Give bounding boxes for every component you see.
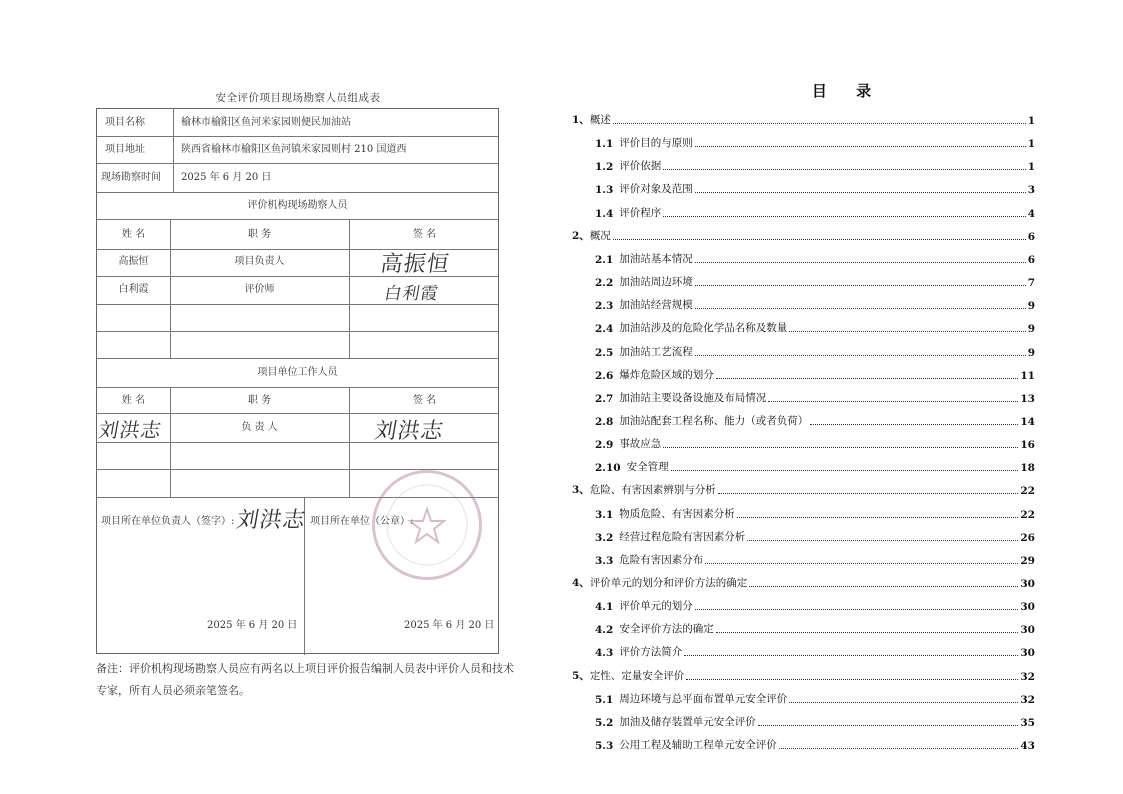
toc-entry-number: 2.6 xyxy=(595,369,614,382)
toc-entry-title: 爆炸危险区域的划分 xyxy=(619,368,714,381)
toc-entry-title: 物质危险、有害因素分析 xyxy=(619,507,735,520)
toc-entry-title: 加油站配套工程名称、能力（或者负荷） xyxy=(619,414,809,427)
toc-entry-page: 30 xyxy=(1020,624,1035,637)
toc-entry-number: 5.3 xyxy=(595,740,614,753)
toc-entry-title: 评价程序 xyxy=(619,206,662,219)
toc-dot-leader xyxy=(663,447,1018,448)
toc-entry-number: 1.1 xyxy=(595,138,614,151)
toc-dot-leader xyxy=(695,285,1026,286)
toc-entry-title: 定性、定量安全评价 xyxy=(589,669,685,682)
toc-dot-leader xyxy=(705,563,1018,564)
toc-entry-number: 3.1 xyxy=(595,508,614,521)
toc-section-entry[interactable] xyxy=(595,458,1035,474)
toc-dot-leader xyxy=(686,679,1018,680)
toc-entry-number: 2.7 xyxy=(595,392,614,405)
toc-entry-number: 2.5 xyxy=(595,346,614,359)
toc-chapter-entry[interactable] xyxy=(572,574,1035,590)
toc-dot-leader xyxy=(695,355,1026,356)
eval-col-name: 姓 名 xyxy=(121,229,146,240)
toc-dot-leader xyxy=(695,262,1026,263)
toc-dot-leader xyxy=(789,702,1018,703)
toc-entry-number: 4.1 xyxy=(595,601,614,614)
toc-dot-leader xyxy=(747,540,1018,541)
toc-section-entry[interactable] xyxy=(595,690,1035,706)
toc-entry-number: 2、 xyxy=(572,229,590,242)
toc-entry-title: 加油站周边环境 xyxy=(619,276,693,289)
toc-section-entry[interactable] xyxy=(595,643,1035,659)
toc-entry-title: 评价依据 xyxy=(619,160,662,173)
toc-dot-leader xyxy=(758,725,1019,726)
eval-section-title: 评价机构现场勘察人员 xyxy=(247,200,348,211)
toc-dot-leader xyxy=(695,146,1026,147)
toc-entry-title: 安全管理 xyxy=(626,461,669,474)
toc-entry-page: 11 xyxy=(1020,369,1035,382)
unit-col-name: 姓 名 xyxy=(121,395,146,406)
toc-entry-number: 4、 xyxy=(572,577,590,589)
toc-section-entry[interactable] xyxy=(595,597,1035,613)
toc-dot-leader xyxy=(749,586,1018,587)
toc-entry-number: 2.4 xyxy=(595,323,614,336)
toc-entry-page: 26 xyxy=(1020,531,1035,544)
toc-dot-leader xyxy=(695,609,1019,610)
toc-section-entry[interactable] xyxy=(595,157,1035,173)
toc-entry-title: 加油站工艺流程 xyxy=(619,345,693,358)
toc-entry-page: 32 xyxy=(1020,670,1035,683)
toc-entry-number: 2.3 xyxy=(595,300,614,313)
toc-entry-page: 9 xyxy=(1027,300,1035,313)
toc-dot-leader xyxy=(737,517,1019,518)
eval-staff-signature: 高振恒 xyxy=(378,252,452,277)
toc-entry-page: 1 xyxy=(1027,138,1035,151)
toc-dot-leader xyxy=(716,378,1019,379)
toc-entry-number: 1.3 xyxy=(595,184,614,197)
toc-entry-page: 30 xyxy=(1020,601,1035,614)
toc-entry-page: 35 xyxy=(1020,716,1035,729)
unit-seal-label: 项目所在单位（公章）: xyxy=(310,516,414,527)
toc-chapter-entry[interactable] xyxy=(572,481,1035,497)
toc-chapter-entry[interactable] xyxy=(572,667,1035,683)
toc-section-entry[interactable] xyxy=(595,204,1035,220)
toc-entry-number: 1.2 xyxy=(595,161,614,174)
toc-entry-number: 2.9 xyxy=(595,439,614,452)
toc-page xyxy=(560,0,1123,794)
toc-entry-number: 4.2 xyxy=(595,624,614,637)
toc-section-entry[interactable] xyxy=(595,366,1035,382)
toc-dot-leader xyxy=(768,401,1018,402)
toc-entry-title: 加油及储存装置单元安全评价 xyxy=(619,715,756,728)
survey-time-value: 2025 年 6 月 20 日 xyxy=(181,172,272,183)
toc-entry-page: 13 xyxy=(1020,392,1035,405)
form-note: 备注：评价机构现场勘察人员应有两名以上项目评价报告编制人员表中评价人员和技术专家，所有人员必须亲笔签名。 xyxy=(96,662,514,697)
toc-entry-number: 4.3 xyxy=(595,647,614,660)
toc-dot-leader xyxy=(716,632,1019,633)
toc-entry-number: 2.2 xyxy=(595,277,614,290)
toc-entry-number: 5.2 xyxy=(595,716,614,729)
toc-entry-page: 4 xyxy=(1027,207,1035,220)
unit-leader-signature: 刘洪志 xyxy=(234,508,308,533)
toc-entry-number: 2.1 xyxy=(595,253,614,266)
project-name-label: 项目名称 xyxy=(105,117,145,128)
toc-section-entry[interactable] xyxy=(595,505,1035,521)
toc-chapter-entry[interactable] xyxy=(572,227,1035,243)
unit-staff-duty: 负 责 人 xyxy=(241,422,278,433)
project-address-label: 项目地址 xyxy=(105,144,145,155)
toc-entry-title: 评价方法简介 xyxy=(619,646,683,659)
toc-section-entry[interactable] xyxy=(595,319,1035,335)
toc-entry-title: 加油站经营规模 xyxy=(619,299,693,312)
toc-entry-number: 1、 xyxy=(572,114,590,126)
eval-staff-signature: 白利霞 xyxy=(382,284,441,304)
toc-section-entry[interactable] xyxy=(595,343,1035,359)
toc-entry-number: 3、 xyxy=(572,484,590,497)
toc-dot-leader xyxy=(718,493,1019,494)
eval-staff-duty: 评价师 xyxy=(244,284,275,295)
toc-entry-title: 加油站涉及的危险化学品名称及数量 xyxy=(619,322,788,335)
date-left: 2025 年 6 月 20 日 xyxy=(207,620,298,631)
toc-dot-leader xyxy=(695,192,1026,193)
toc-section-entry[interactable] xyxy=(595,620,1035,636)
unit-staff-signature: 刘洪志 xyxy=(372,419,446,444)
toc-entry-page: 7 xyxy=(1027,277,1035,290)
unit-leader-label: 项目所在单位负责人（签字）: xyxy=(101,516,235,527)
toc-entry-page: 16 xyxy=(1020,439,1035,452)
toc-section-entry[interactable] xyxy=(595,273,1035,289)
toc-entry-number: 5.1 xyxy=(595,693,614,706)
unit-col-duty: 职 务 xyxy=(247,395,272,406)
eval-col-duty: 职 务 xyxy=(247,229,272,240)
toc-section-entry[interactable] xyxy=(595,528,1035,544)
toc-section-entry[interactable] xyxy=(595,551,1035,567)
toc-section-entry[interactable] xyxy=(595,134,1035,150)
toc-entry-number: 1.4 xyxy=(595,207,614,220)
toc-entry-number: 3.2 xyxy=(595,531,614,544)
survey-form-page xyxy=(0,0,560,794)
toc-entry-page: 6 xyxy=(1027,253,1035,266)
toc-entry-page: 6 xyxy=(1027,230,1035,243)
toc-entry-title: 危险、有害因素辨别与分析 xyxy=(589,484,716,497)
form-title: 安全评价项目现场勘察人员组成表 xyxy=(215,92,381,104)
toc-entry-title: 加油站主要设备设施及布局情况 xyxy=(619,391,767,404)
toc-entry-page: 14 xyxy=(1020,415,1035,428)
toc-entry-page: 9 xyxy=(1027,346,1035,359)
survey-time-label: 现场勘察时间 xyxy=(101,172,161,183)
toc-dot-leader xyxy=(613,239,1026,240)
toc-entry-title: 评价目的与原则 xyxy=(619,137,693,150)
toc-entry-page: 30 xyxy=(1020,578,1035,590)
eval-staff-name: 高振恒 xyxy=(118,256,149,267)
toc-dot-leader xyxy=(663,216,1025,217)
toc-dot-leader xyxy=(695,308,1026,309)
project-address-value: 陕西省榆林市榆阳区鱼河镇米家园则村 210 国道西 xyxy=(181,144,407,155)
toc-title: 目 录 xyxy=(811,82,884,100)
toc-entry-number: 2.10 xyxy=(595,462,621,475)
toc-entry-page: 30 xyxy=(1020,647,1035,660)
toc-section-entry[interactable] xyxy=(595,180,1035,196)
toc-entry-title: 评价对象及范围 xyxy=(619,183,693,196)
toc-dot-leader xyxy=(810,424,1018,425)
toc-entry-title: 经营过程危险有害因素分析 xyxy=(619,530,746,543)
toc-dot-leader xyxy=(663,169,1025,170)
eval-staff-duty: 项目负责人 xyxy=(234,256,285,267)
toc-entry-page: 22 xyxy=(1020,508,1035,521)
toc-entry-title: 评价单元的划分和评价方法的确定 xyxy=(589,577,748,589)
toc-section-entry[interactable] xyxy=(595,296,1035,312)
toc-dot-leader xyxy=(613,123,1026,124)
toc-section-entry[interactable] xyxy=(595,713,1035,729)
toc-entry-title: 评价单元的划分 xyxy=(619,600,693,613)
toc-entry-page: 1 xyxy=(1027,161,1035,174)
toc-entry-title: 周边环境与总平面布置单元安全评价 xyxy=(619,692,788,705)
toc-entry-title: 事故应急 xyxy=(619,438,662,451)
toc-entry-title: 危险有害因素分布 xyxy=(619,553,704,566)
toc-entry-title: 加油站基本情况 xyxy=(619,252,693,265)
unit-staff-name: 刘洪志 xyxy=(96,418,164,442)
toc-entry-title: 安全评价方法的确定 xyxy=(619,623,714,636)
toc-dot-leader xyxy=(789,331,1025,332)
toc-section-entry[interactable] xyxy=(595,389,1035,405)
unit-section-title: 项目单位工作人员 xyxy=(257,367,338,378)
toc-dot-leader xyxy=(671,470,1019,471)
toc-entry-page: 3 xyxy=(1027,184,1035,197)
toc-entry-number: 2.8 xyxy=(595,415,614,428)
toc-section-entry[interactable] xyxy=(595,250,1035,266)
toc-entry-title: 概述 xyxy=(589,114,611,126)
toc-section-entry[interactable] xyxy=(595,736,1035,752)
toc-chapter-entry[interactable] xyxy=(572,111,1035,127)
toc-section-entry[interactable] xyxy=(595,435,1035,451)
unit-col-sign: 签 名 xyxy=(412,395,437,406)
toc-dot-leader xyxy=(684,655,1018,656)
project-name-value: 榆林市榆阳区鱼河米家园则便民加油站 xyxy=(181,117,351,128)
eval-staff-name: 白利霞 xyxy=(118,284,149,295)
toc-entry-page: 22 xyxy=(1020,485,1035,498)
toc-entry-page: 43 xyxy=(1020,740,1035,753)
toc-entry-number: 3.3 xyxy=(595,554,614,567)
toc-entry-page: 18 xyxy=(1020,462,1035,475)
toc-entry-title: 公用工程及辅助工程单元安全评价 xyxy=(619,739,777,752)
official-seal xyxy=(372,470,482,580)
date-right: 2025 年 6 月 20 日 xyxy=(404,620,495,631)
toc-entry-page: 32 xyxy=(1020,693,1035,706)
toc-section-entry[interactable] xyxy=(595,412,1035,428)
toc-entry-page: 29 xyxy=(1020,554,1035,567)
toc-dot-leader xyxy=(779,748,1019,749)
toc-entry-page: 9 xyxy=(1027,323,1035,336)
toc-entry-title: 概况 xyxy=(589,229,611,242)
toc-entry-page: 1 xyxy=(1027,115,1035,127)
eval-col-sign: 签 名 xyxy=(412,229,437,240)
toc-entry-number: 5、 xyxy=(572,669,590,682)
